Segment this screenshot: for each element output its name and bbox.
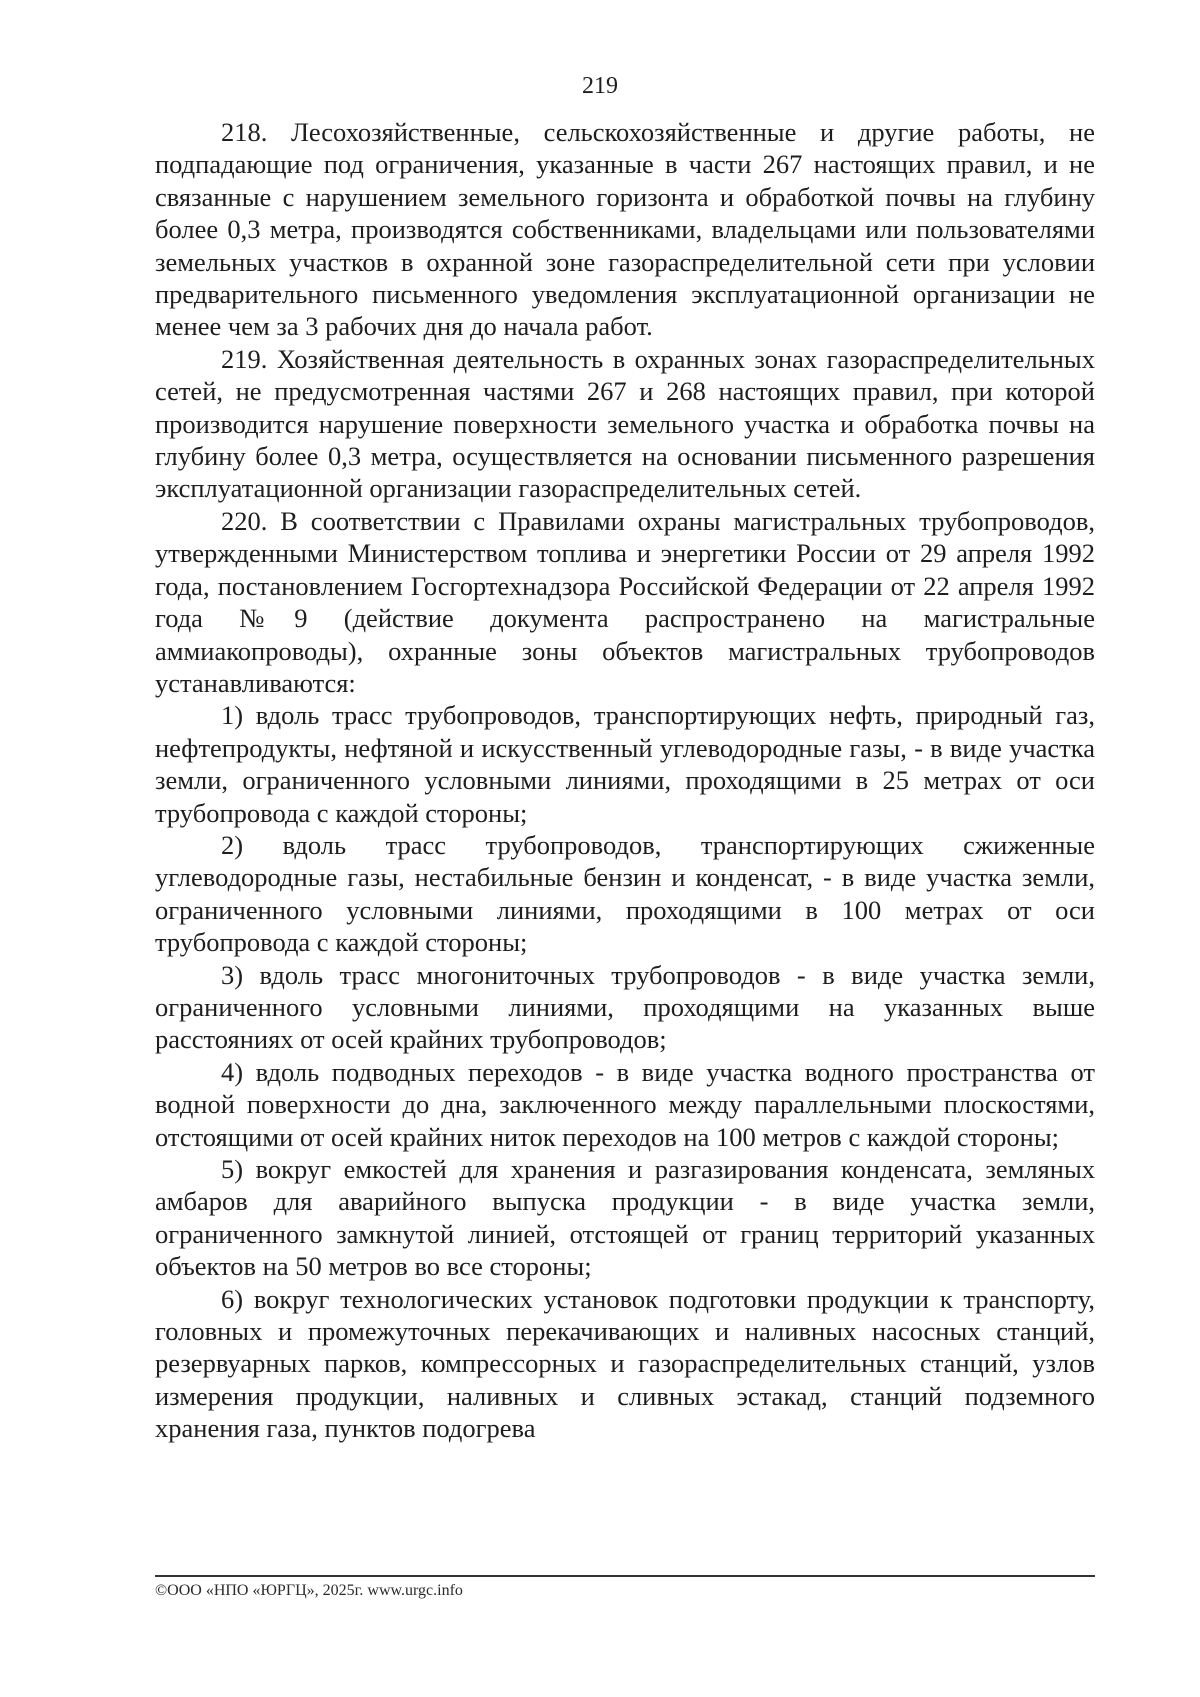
footer-divider — [155, 1575, 1095, 1577]
list-item-4: 4) вдоль подводных переходов - в виде участка водного пространства от водной поверхности до дна, заключенного между параллельными плоскостями, отстоящими от осей крайних ниток переходов на 100 метров с каждой стороны; — [155, 1056, 1095, 1152]
page-number: 219 — [582, 73, 618, 99]
paragraph-218: 218. Лесохозяйственные, сельскохозяйственные и другие работы, не подпадающие под ограничения, указанные в части 267 настоящих правил, и не связанные с нарушением земельного горизонта и обработкой почвы на глубину более 0,3 метра, производятся собственниками, владельцами или пользователями земельных участков в охранной зоне газораспределительной сети при условии предварительного письменного уведомления эксплуатационной организации не менее чем за 3 рабочих дня до начала работ. — [155, 117, 1095, 342]
document-body — [155, 116, 1095, 1445]
list-item-2: 2) вдоль трасс трубопроводов, транспортирующих сжиженные углеводородные газы, нестабильные бензин и конденсат, - в виде участка земли, ограниченного условными линиями, проходящими в 100 метрах от оси трубопровода с каждой стороны; — [155, 829, 1095, 958]
list-item-3: 3) вдоль трасс многониточных трубопроводов - в виде участка земли, ограниченного условными линиями, проходящими на указанных выше расстояниях от осей крайних трубопроводов; — [155, 959, 1095, 1055]
paragraph-220: 220. В соответствии с Правилами охраны магистральных трубопроводов, утвержденными Министерством топлива и энергетики России от 29 апреля 1992 года, постановлением Госгортехнадзора Российской Федерации от 22 апреля 1992 года №9 (действие документа распространено на магистральные аммиакопроводы), охранные зоны объектов магистральных трубопроводов устанавливаются: — [155, 505, 1095, 698]
list-item-1: 1) вдоль трасс трубопроводов, транспортирующих нефть, природный газ, нефтепродукты, нефтяной и искусственный углеводородные газы, - в виде участка земли, ограниченного условными линиями, проходящими в 25 метрах от оси трубопровода с каждой стороны; — [155, 700, 1095, 828]
list-item-6: 6) вокруг технологических установок подготовки продукции к транспорту, головных и промежуточных перекачивающих и наливных насосных станций, резервуарных парков, компрессорных и газораспределительных станций, узлов измерения продукции, наливных и сливных эстакад, станций подземного хранения газа, пунктов подогрева — [155, 1283, 1095, 1444]
paragraph-219: 219. Хозяйственная деятельность в охранных зонах газораспределительных сетей, не предусмотренная частями 267 и 268 настоящих правил, при которой производится нарушение поверхности земельного участка и обработка почвы на глубину более 0,3 метра, осуществляется на основании письменного разрешения эксплуатационной организации газораспределительных сетей. — [155, 343, 1095, 504]
list-item-5: 5) вокруг емкостей для хранения и разгазирования конденсата, земляных амбаров для аварийного выпуска продукции - в виде участка земли, ограниченного замкнутой линией, отстоящей от границ территорий указанных объектов на 50 метров во все стороны; — [155, 1154, 1095, 1282]
footer-copyright: ©ООО «НПО «ЮРГЦ», 2025г. www.urgc.info — [155, 1582, 463, 1599]
